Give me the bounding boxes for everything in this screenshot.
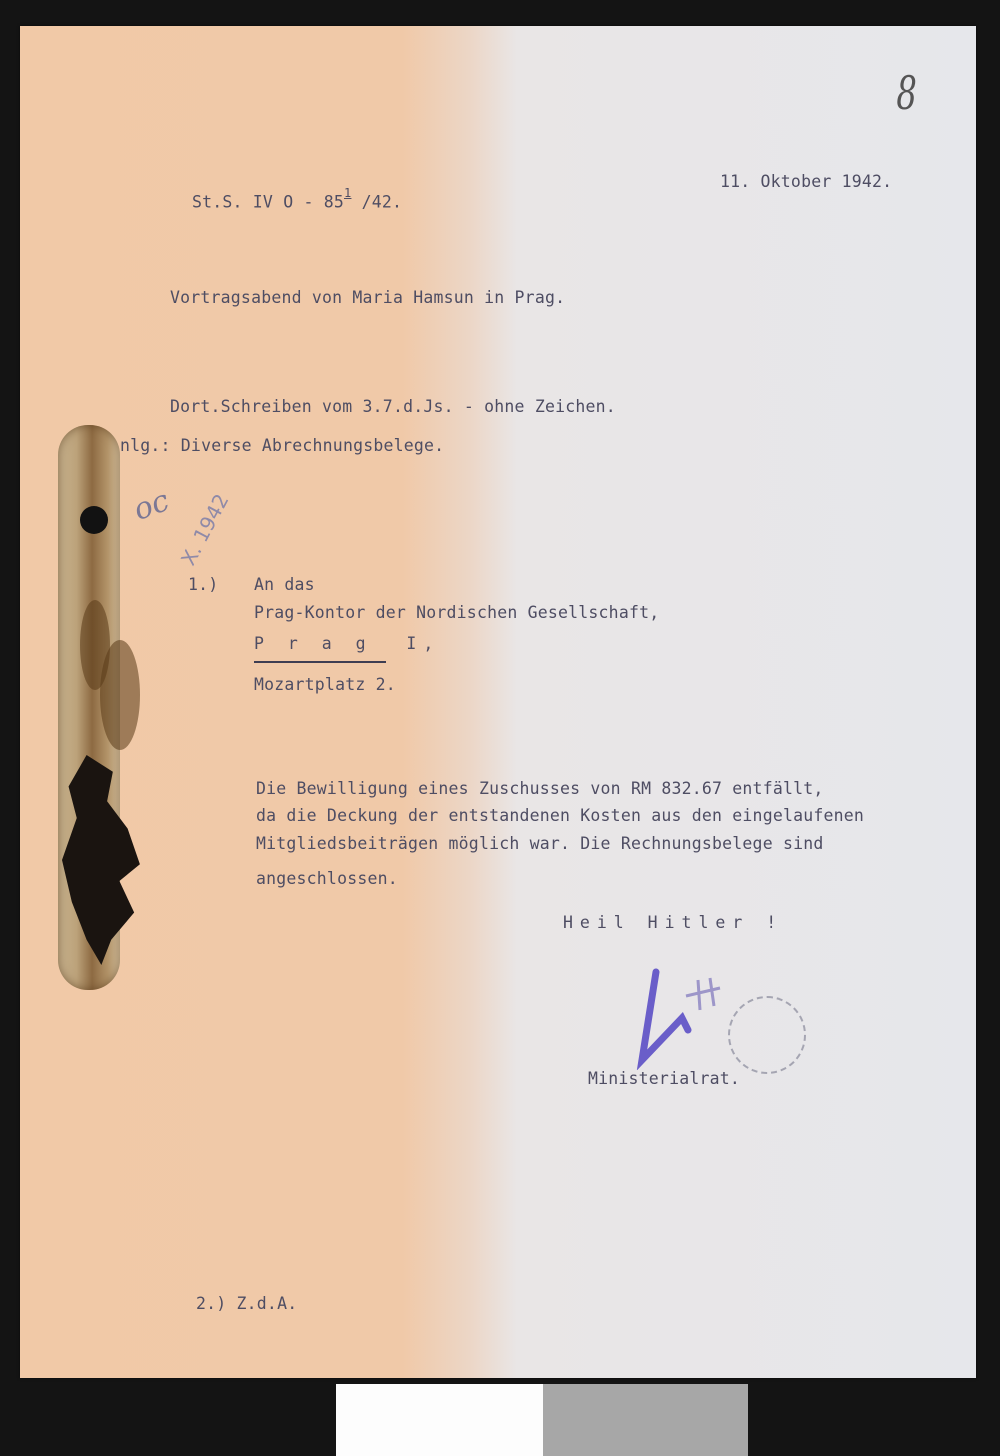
document-date: 11. Oktober 1942. (720, 172, 893, 191)
document-page (20, 26, 976, 1378)
rust-stain (100, 640, 140, 750)
round-stamp (728, 996, 806, 1074)
calibration-card-white (336, 1384, 543, 1456)
closing-note: 2.) Z.d.A. (196, 1294, 298, 1313)
punch-hole (80, 506, 108, 534)
recipient-line-4: Mozartplatz 2. (254, 675, 396, 694)
reference-suffix: /42. (351, 192, 403, 212)
date-stamp: X. 1942 (176, 489, 234, 570)
subject-line: Vortragsabend von Maria Hamsun in Prag. (170, 288, 566, 307)
salutation: Heil Hitler ! (563, 913, 784, 932)
calibration-card-grey (543, 1384, 748, 1456)
recipient-line-2: Prag-Kontor der Nordischen Gesellschaft, (254, 603, 660, 622)
handwritten-signature (628, 960, 748, 1070)
page-number: 8 (896, 66, 917, 120)
body-line-4: angeschlossen. (256, 869, 398, 888)
recipient-item-number: 1.) (188, 575, 219, 594)
reference-number (192, 186, 403, 212)
signer-title: Ministerialrat. (588, 1069, 741, 1088)
reference-prefix: St.S. IV O - 85 (192, 192, 345, 212)
prior-letter-line: Dort.Schreiben vom 3.7.d.Js. - ohne Zeichen. (170, 397, 616, 416)
body-line-1: Die Bewilligung eines Zuschusses von RM 832.67 entfällt, (256, 779, 824, 798)
city-underline (254, 661, 386, 663)
recipient-line-3: P r a g I, (254, 634, 441, 653)
recipient-line-1: An das (254, 575, 315, 594)
pencil-mark: oc (129, 483, 174, 528)
reference-sup: 1 (344, 186, 352, 200)
enclosures-line: nlg.: Diverse Abrechnungsbelege. (120, 436, 445, 455)
body-line-3: Mitgliedsbeiträgen möglich war. Die Rechnungsbelege sind (256, 834, 824, 853)
body-line-2: da die Deckung der entstandenen Kosten aus den eingelaufenen (256, 806, 865, 825)
